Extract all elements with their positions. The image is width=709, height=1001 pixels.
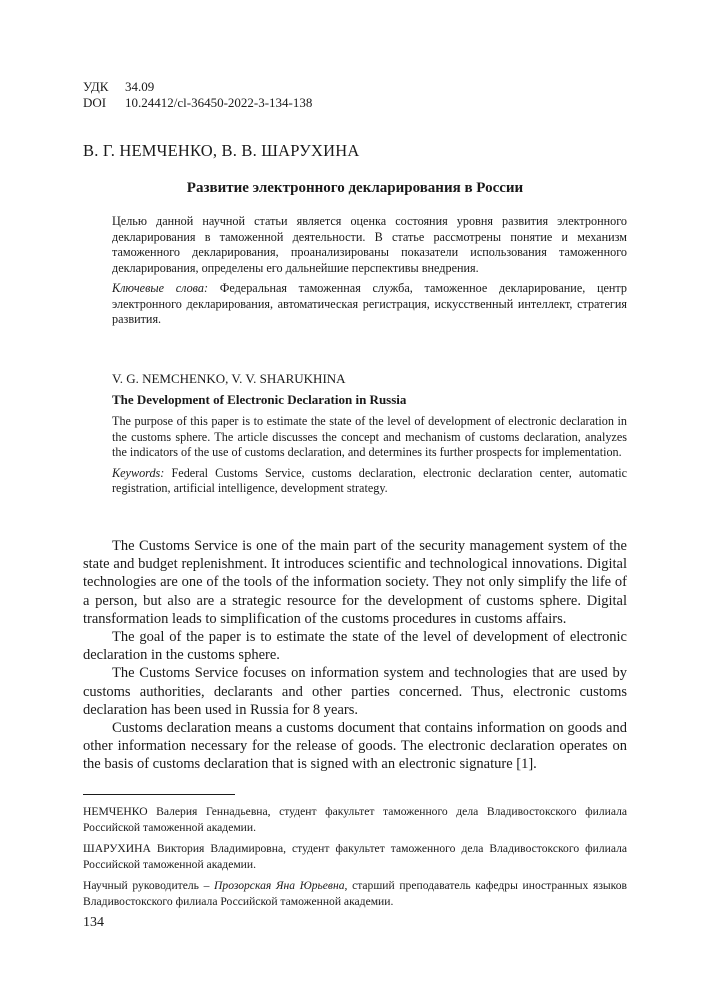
body-paragraph-2: The goal of the paper is to estimate the state of the level of development of electronic declaration in the customs sphere.: [83, 629, 627, 664]
supervisor-suffix: , старший преподаватель кафедры иностранных языков Владивостокского филиала Российской таможенной академии.: [83, 879, 627, 908]
keywords-en: [112, 466, 627, 497]
body-paragraph-3: The Customs Service focuses on information system and technologies that are used by customs authorities, declarants and other parties concerned. Thus, electronic customs declaration has been used in Russia for 8 years.: [83, 665, 627, 718]
body-paragraph-1: The Customs Service is one of the main part of the security management system of the state and budget replenishment. It introduces scientific and technological innovations. Digital technologies are one of the tools of the information society. They not only simplify the life of a person, but also are a strategic resource for the development of customs sphere. Digital transformation leads to simplification of the customs procedures in customs affairs.: [83, 538, 627, 627]
page-number: 134: [83, 915, 104, 930]
article-meta: [83, 79, 312, 111]
abstract-en: The purpose of this paper is to estimate the state of the level of development of electronic declaration in the customs sphere. The article discusses the concept and mechanism of customs declaration, analyzes the indicators of the use of customs declaration, and determines its further prospects for implementation.: [112, 414, 627, 459]
keywords-ru-label: Ключевые слова:: [112, 281, 209, 295]
footnotes: [83, 804, 627, 915]
keywords-en-label: Keywords:: [112, 465, 165, 480]
title-ru: Развитие электронного декларирования в России: [186, 180, 524, 196]
supervisor-name: Прозорская Яна Юрьевна: [214, 879, 345, 892]
abstract-ru-block: [112, 214, 627, 328]
abstract-en-block: [112, 414, 627, 497]
doi-label: DOI: [83, 95, 107, 110]
supervisor-prefix: Научный руководитель –: [83, 879, 215, 892]
footnote-author-2: ШАРУХИНА Виктория Владимировна, студент факультет таможенного дела Владивостокского филиала Российской таможенной академии.: [83, 842, 627, 871]
udk-row: [83, 79, 312, 95]
body-text: [83, 537, 627, 774]
footnote-divider: [83, 794, 235, 795]
doi-value: 10.24412/cl-36450-2022-3-134-138: [125, 95, 313, 110]
udk-label: УДК: [83, 79, 109, 94]
body-paragraph-4: Customs declaration means a customs document that contains information on goods and other information necessary for the release of goods. The electronic declaration operates on the basis of customs declaration that is signed with an electronic signature [1].: [83, 720, 627, 773]
keywords-en-text: Federal Customs Service, customs declaration, electronic declaration center, automatic registration, artificial intelligence, development strategy.: [112, 465, 628, 495]
authors-ru: В. Г. НЕМЧЕНКО, В. В. ШАРУХИНА: [83, 141, 360, 160]
authors-en: V. G. NEMCHENKO, V. V. SHARUKHINA: [112, 371, 346, 386]
udk-value: 34.09: [125, 79, 155, 94]
keywords-ru: [112, 281, 627, 328]
doi-row: [83, 95, 312, 111]
title-en: The Development of Electronic Declaration in Russia: [112, 392, 407, 407]
abstract-ru: Целью данной научной статьи является оценка состояния уровня развития электронного декларирования в таможенной деятельности. В статье рассмотрены понятие и механизм таможенного декларирования, проанализированы показатели использования таможенного декларирования, определены его дальнейшие перспективы внедрения.: [112, 214, 627, 275]
keywords-ru-text: Федеральная таможенная служба, таможенное декларирование, центр электронного декларирования, автоматическая регистрация, искусственный интеллект, стратегия развития.: [112, 281, 627, 326]
footnote-supervisor: [83, 878, 627, 909]
footnote-author-1: НЕМЧЕНКО Валерия Геннадьевна, студент факультет таможенного дела Владивостокского филиала Российской таможенной академии.: [83, 805, 627, 834]
